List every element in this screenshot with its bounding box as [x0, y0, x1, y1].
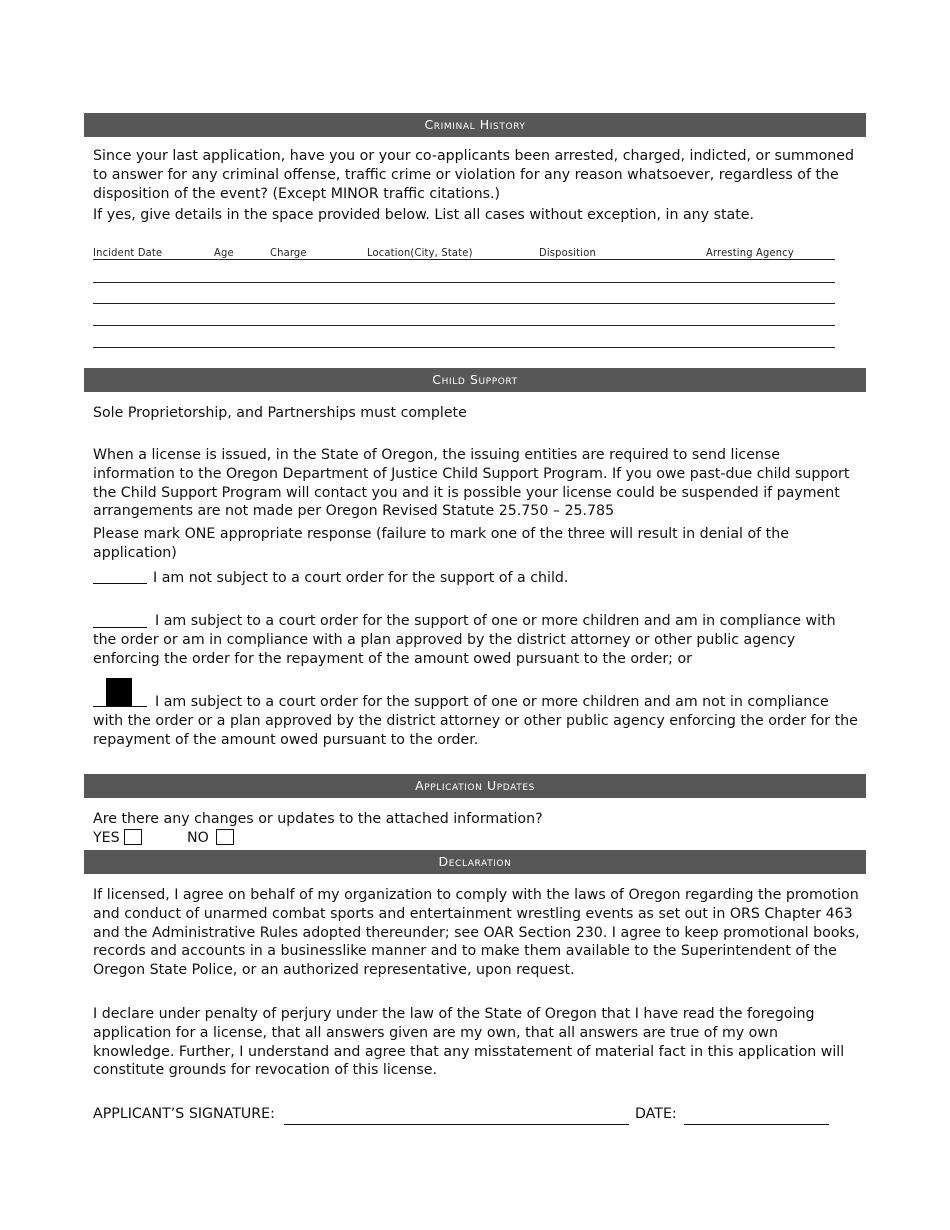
option-3-label: I am subject to a court order for the support of one or more children and am not in compliance with the order or a plan approved by the district attorney or other public agency enforcing the order for the repayment of the amount owed pursuant to the order. — [93, 694, 858, 748]
date-label: DATE: — [635, 1106, 677, 1122]
application-updates-title: Application Updates — [415, 778, 535, 793]
table-row[interactable] — [93, 282, 835, 283]
application-updates-question: Are there any changes or updates to the attached information? — [93, 811, 543, 827]
option-2-label: I am subject to a court order for the support of one or more children and am in compliance with the order or am in compliance with a plan approved by the district attorney or other public agency enforcing the order for the repayment of the amount owed pursuant to the order; or — [93, 613, 836, 667]
signature-label: APPLICANT’S SIGNATURE: — [93, 1106, 275, 1122]
child-support-header — [84, 368, 866, 392]
signature-line[interactable] — [284, 1124, 629, 1125]
option-1-label: I am not subject to a court order for the support of a child. — [153, 570, 569, 586]
criminal-history-instruction: If yes, give details in the space provided below. List all cases without exception, in any state. — [93, 207, 755, 223]
col-location: Location(City, State) — [367, 246, 473, 259]
declaration-title: Declaration — [438, 854, 512, 869]
child-support-note: Sole Proprietorship, and Partnerships must complete — [93, 405, 467, 421]
declaration-paragraph-2: I declare under penalty of perjury under the law of the State of Oregon that I have read the foregoing application for a license, that all answers given are my own, that all answers are true of my own knowledge. Further, I understand and agree that any misstatement of material fact in this application will constitute grounds for revocation of this license. — [93, 1006, 845, 1079]
declaration-header — [84, 850, 866, 874]
col-charge: Charge — [270, 246, 307, 259]
col-incident-date: Incident Date — [93, 246, 163, 259]
table-row[interactable] — [93, 303, 835, 304]
col-disposition: Disposition — [539, 246, 596, 259]
col-arresting-agency: Arresting Agency — [706, 246, 794, 259]
option-1-blank[interactable] — [93, 583, 147, 584]
yes-label: YES — [93, 830, 120, 846]
table-row[interactable] — [93, 347, 835, 348]
application-updates-header — [84, 774, 866, 798]
no-label: NO — [187, 830, 209, 846]
child-support-title: Child Support — [432, 372, 518, 387]
no-checkbox[interactable] — [216, 829, 234, 845]
criminal-history-title: Criminal History — [424, 117, 526, 132]
table-row[interactable] — [93, 325, 835, 326]
criminal-history-question: Since your last application, have you or your co-applicants been arrested, charged, indicted, or summoned to answer for any criminal offense, traffic crime or violation for any reason whatsoever, regardless of the disposition of the event? (Except MINOR traffic citations.) — [93, 148, 854, 202]
yes-checkbox[interactable] — [124, 829, 142, 845]
table-header-underline — [93, 259, 835, 260]
child-support-body: When a license is issued, in the State of Oregon, the issuing entities are required to send license information to the Oregon Department of Justice Child Support Program. If you owe past-due child support the Child Support Program will contact you and it is possible your license could be suspended if payment arrangements are not made per Oregon Revised Statute 25.750 – 25.785 — [93, 447, 850, 520]
date-line[interactable] — [684, 1124, 829, 1125]
criminal-history-header — [84, 113, 866, 137]
child-support-instruction: Please mark ONE appropriate response (failure to mark one of the three will result in denial of the application) — [93, 526, 789, 561]
col-age: Age — [214, 246, 234, 259]
declaration-paragraph-1: If licensed, I agree on behalf of my organization to comply with the laws of Oregon regarding the promotion and conduct of unarmed combat sports and entertainment wrestling events as set out in ORS Chapter 463 and the Administrative Rules adopted thereunder; see OAR Section 230. I agree to keep promotional books, records and accounts in a businesslike manner and to make them available to the Superintendent of the Oregon State Police, or an authorized representative, upon request. — [93, 887, 860, 979]
